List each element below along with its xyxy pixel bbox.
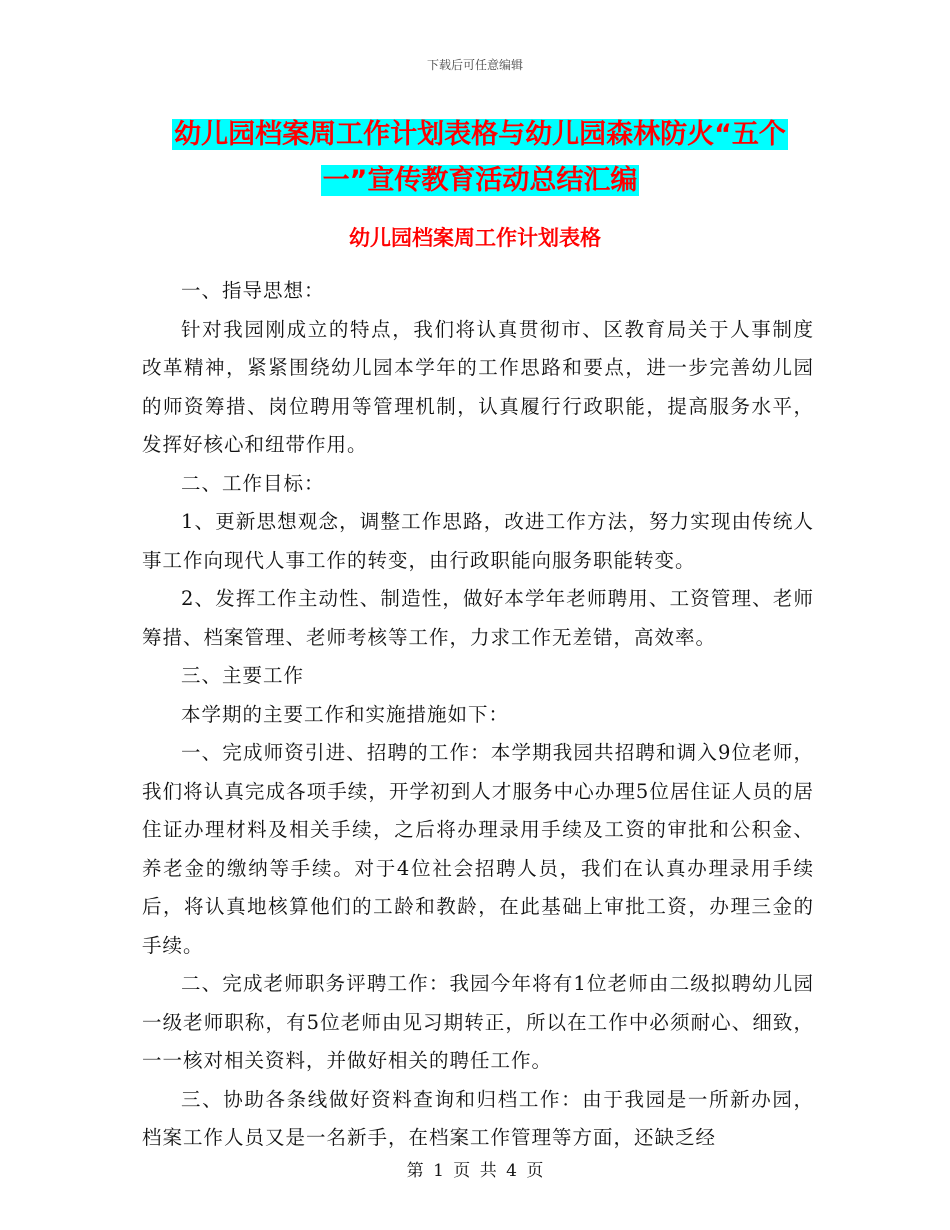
paragraph: 1、更新思想观念，调整工作思路，改进工作方法，努力实现由传统人事工作向现代人事工作的转变，由行政职能向服务职能转变。: [142, 510, 814, 572]
document-title-line-1: 幼儿园档案周工作计划表格与幼儿园森林防火“五个: [174, 119, 786, 150]
document-body: [142, 272, 814, 1158]
paragraph: 一、完成师资引进、招聘的工作：本学期我园共招聘和调入9位老师，我们将认真完成各项手续，开学初到人才服务中心办理5位居住证人员的居住证办理材料及相关手续，之后将办理录用手续及工资的审批和公积金、养老金的缴纳等手续。对于4位社会招聘人员，我们在认真办理录用手续后，将认真地核算他们的工龄和教龄，在此基础上审批工资，办理三金的手续。: [142, 741, 814, 957]
page-number: 第 1 页 共 4 页: [406, 1161, 544, 1181]
paragraph: 针对我园刚成立的特点，我们将认真贯彻市、区教育局关于人事制度改革精神，紧紧围绕幼儿园本学年的工作思路和要点，进一步完善幼儿园的师资筹措、岗位聘用等管理机制，认真履行行政职能，提高服务水平，发挥好核心和纽带作用。: [142, 317, 814, 456]
page-header-note: 下载后可任意编辑: [426, 58, 523, 72]
paragraph: 二、完成老师职务评聘工作：我园今年将有1位老师由二级拟聘幼儿园一级老师职称，有5位老师由见习期转正，所以在工作中必须耐心、细致，一一核对相关资料，并做好相关的聘任工作。: [142, 972, 814, 1072]
paragraph: 2、发挥工作主动性、制造性，做好本学年老师聘用、工资管理、老师筹措、档案管理、老师考核等工作，力求工作无差错，高效率。: [142, 587, 814, 649]
document-title-line-2: 一”宣传教育活动总结汇编: [322, 165, 638, 196]
paragraph: 二、工作目标：: [181, 471, 325, 495]
paragraph: 一、指导思想：: [181, 279, 325, 302]
section-title: 幼儿园档案周工作计划表格: [349, 226, 601, 250]
paragraph: 本学期的主要工作和实施措施如下：: [181, 702, 510, 726]
paragraph: 三、主要工作: [181, 664, 305, 687]
document-title: [140, 112, 820, 204]
paragraph: 三、协助各条线做好资料查询和归档工作：由于我园是一所新办园，档案工作人员又是一名新手，在档案工作管理等方面，还缺乏经: [142, 1087, 814, 1149]
